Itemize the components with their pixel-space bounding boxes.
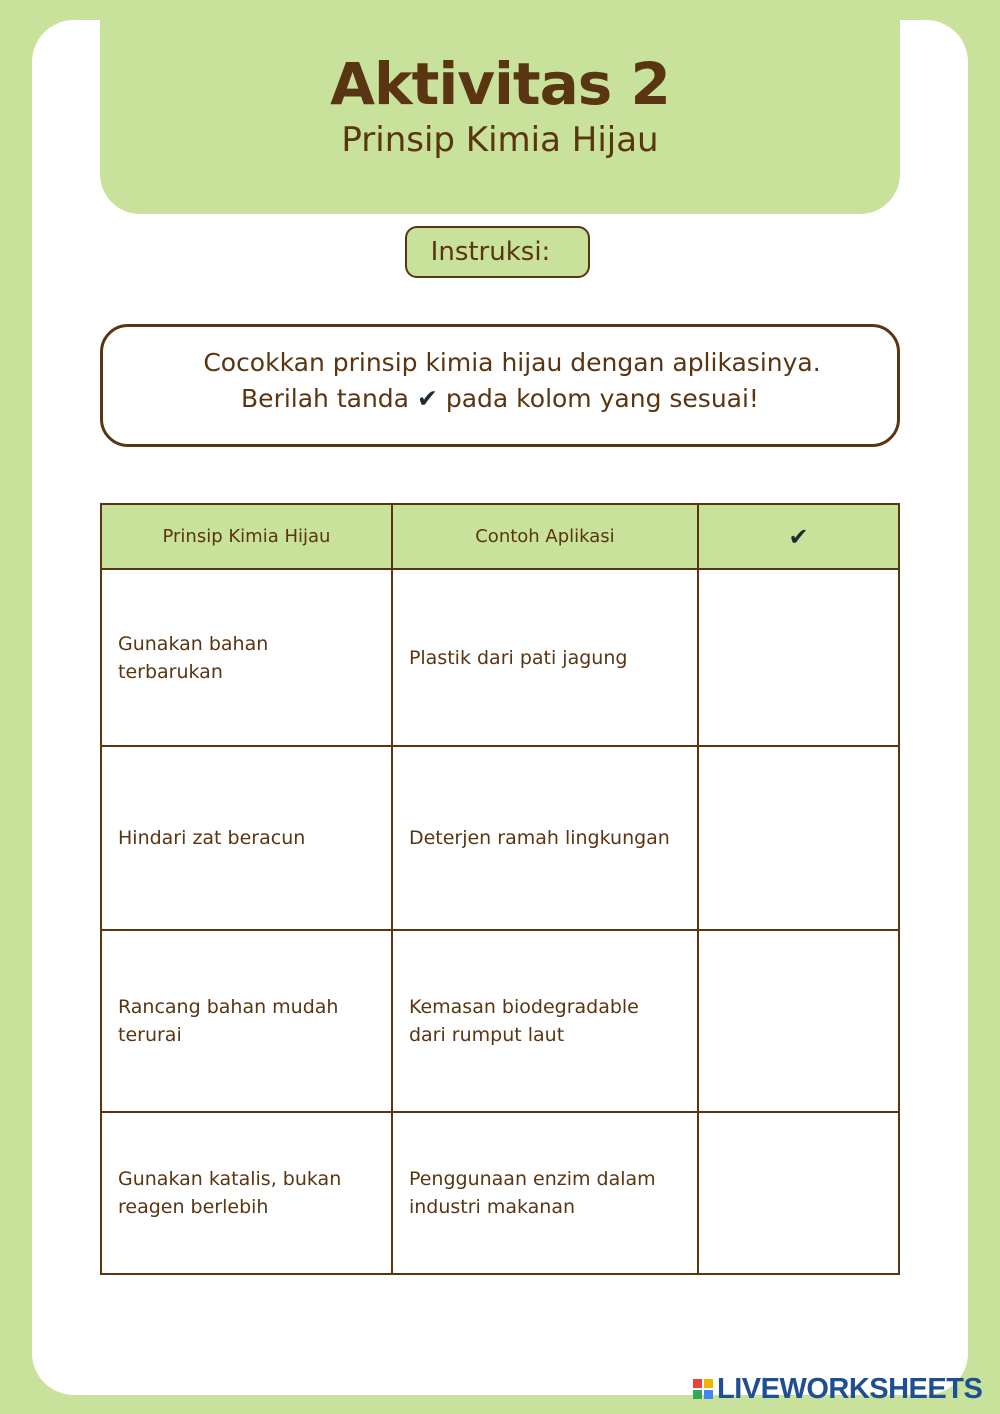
page-subtitle: Prinsip Kimia Hijau (341, 120, 659, 160)
instructions-line-2 (103, 381, 897, 417)
check-cell[interactable] (698, 746, 899, 930)
table-row (101, 746, 899, 930)
principle-cell: Gunakan bahan terbarukan (101, 569, 392, 746)
header-principle: Prinsip Kimia Hijau (101, 504, 392, 569)
table-row (101, 569, 899, 746)
application-cell: Deterjen ramah lingkungan (392, 746, 698, 930)
principle-cell: Rancang bahan mudah terurai (101, 930, 392, 1112)
header-application: Contoh Aplikasi (392, 504, 698, 569)
page-title: Aktivitas 2 (330, 50, 670, 118)
matching-table (100, 503, 900, 1275)
instructions-line-1: Cocokkan prinsip kimia hijau dengan aplikasinya. (203, 348, 821, 377)
instructions-label: Instruksi: (405, 226, 590, 278)
check-cell[interactable] (698, 569, 899, 746)
instructions-line-2-after: pada kolom yang sesuai! (445, 384, 759, 413)
application-cell: Plastik dari pati jagung (392, 569, 698, 746)
header-check-icon: ✔ (698, 504, 899, 569)
brand-logo (693, 1372, 982, 1406)
header-banner (100, 0, 900, 214)
principle-cell: Hindari zat beracun (101, 746, 392, 930)
application-cell: Penggunaan enzim dalam industri makanan (392, 1112, 698, 1274)
check-icon: ✔ (416, 384, 438, 413)
table-header-row (101, 504, 899, 569)
table-row (101, 930, 899, 1112)
brand-text: LIVEWORKSHEETS (717, 1372, 983, 1405)
application-cell: Kemasan biodegradable dari rumput laut (392, 930, 698, 1112)
table-row (101, 1112, 899, 1274)
check-cell[interactable] (698, 930, 899, 1112)
principle-cell: Gunakan katalis, bukan reagen berlebih (101, 1112, 392, 1274)
brand-grid-icon (693, 1379, 713, 1399)
instructions-box (100, 324, 900, 447)
instructions-line-2-before: Berilah tanda (241, 384, 409, 413)
check-cell[interactable] (698, 1112, 899, 1274)
